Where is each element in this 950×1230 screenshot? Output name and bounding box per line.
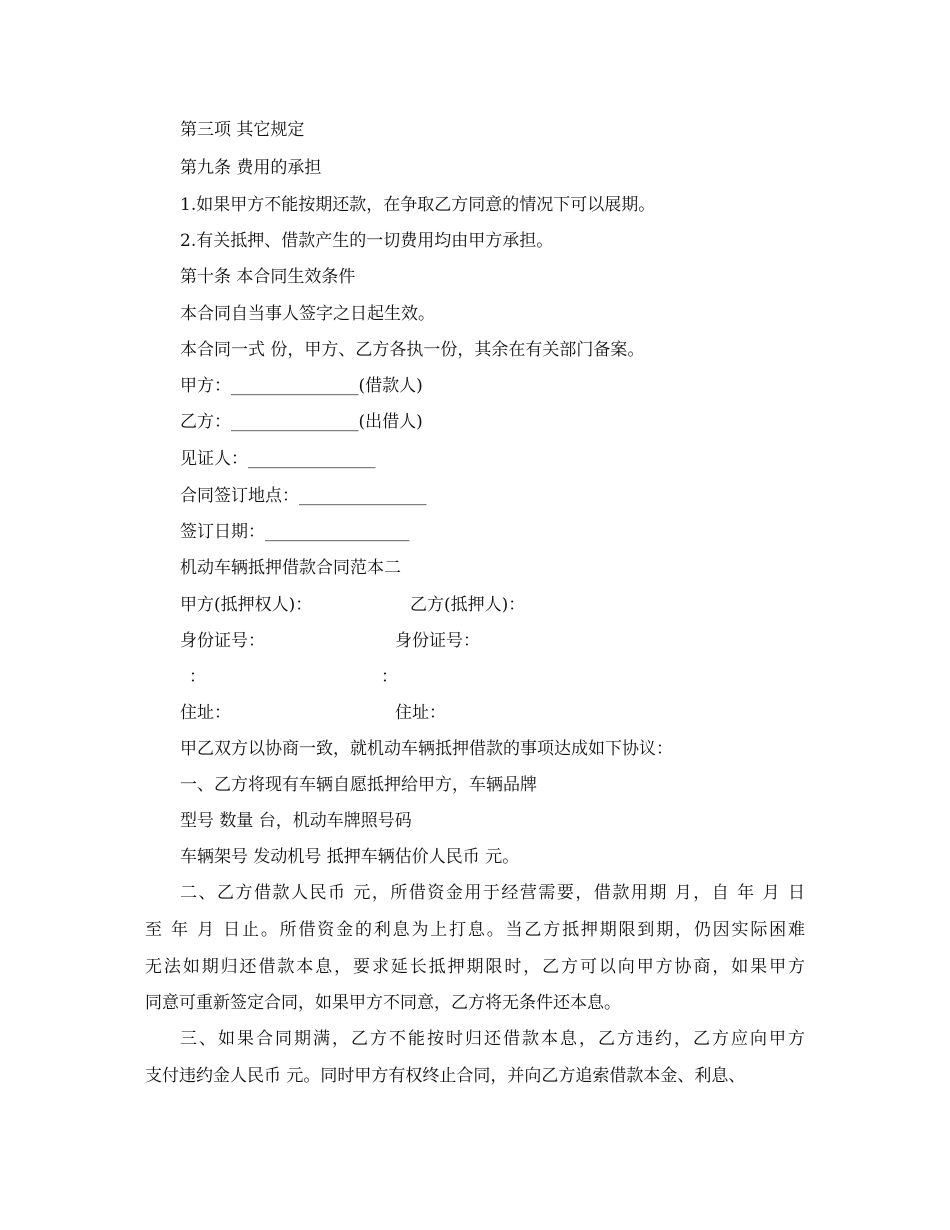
signature-party-b: 乙方：_______________(出借人) [180, 412, 423, 432]
address-a: 住址： [180, 703, 231, 723]
article-9-item-1: 1.如果甲方不能按期还款，在争取乙方同意的情况下可以展期。 [180, 195, 656, 215]
section-heading: 第三项 其它规定 [180, 120, 305, 140]
clause-1-line-1: 一、乙方将现有车辆自愿抵押给甲方，车辆品牌 [180, 775, 537, 795]
sample-title: 机动车辆抵押借款合同范本二 [180, 558, 401, 578]
clause-2-line-3: 无法如期归还借款本息，要求延长抵押期限时，乙方可以向甲方协商，如果甲方 [145, 957, 805, 977]
address-b: 住址： [395, 703, 446, 723]
clause-2-line-2: 至 年 月 日止。所借资金的利息为上打息。当乙方抵押期限到期，仍因实际困难 [145, 920, 805, 940]
copies-text: 本合同一式 份，甲方、乙方各执一份，其余在有关部门备案。 [180, 340, 645, 360]
article-9-title: 第九条 费用的承担 [180, 158, 322, 178]
party-a-label: 甲方(抵押权人)： [180, 595, 313, 615]
signature-party-a: 甲方：_______________(借款人) [180, 376, 423, 396]
id-label-b: 身份证号： [395, 631, 480, 651]
clause-1-line-3: 车辆架号 发动机号 抵押车辆估价人民币 元。 [180, 847, 520, 867]
clause-3-line-1: 三、如果合同期满，乙方不能按时归还借款本息，乙方违约，乙方应向甲方 [180, 1029, 805, 1049]
party-b-label: 乙方(抵押人)： [410, 595, 526, 615]
clause-2-line-4: 同意可重新签定合同，如果甲方不同意，乙方将无条件还本息。 [145, 993, 621, 1013]
effective-text: 本合同自当事人签字之日起生效。 [180, 304, 435, 324]
id-label-a: 身份证号： [180, 631, 265, 651]
agreement-intro: 甲乙双方以协商一致，就机动车辆抵押借款的事项达成如下协议： [180, 739, 673, 759]
clause-2-line-1: 二、乙方借款人民币 元，所借资金用于经营需要，借款用期 月，自 年 月 日 [180, 883, 805, 903]
article-9-item-2: 2.有关抵押、借款产生的一切费用均由甲方承担。 [180, 231, 554, 251]
colon-a: ： [189, 667, 206, 687]
clause-3-line-2: 支付违约金人民币 元。同时甲方有权终止合同，并向乙方追索借款本金、利息、 [145, 1066, 746, 1086]
signature-witness: 见证人：_______________ [180, 449, 376, 469]
clause-1-line-2: 型号 数量 台，机动车牌照号码 [180, 811, 412, 831]
signature-place: 合同签订地点：_______________ [180, 486, 427, 506]
signature-date: 签订日期：_________________ [180, 522, 410, 542]
colon-b: ： [381, 667, 398, 687]
article-10-title: 第十条 本合同生效条件 [180, 267, 356, 287]
